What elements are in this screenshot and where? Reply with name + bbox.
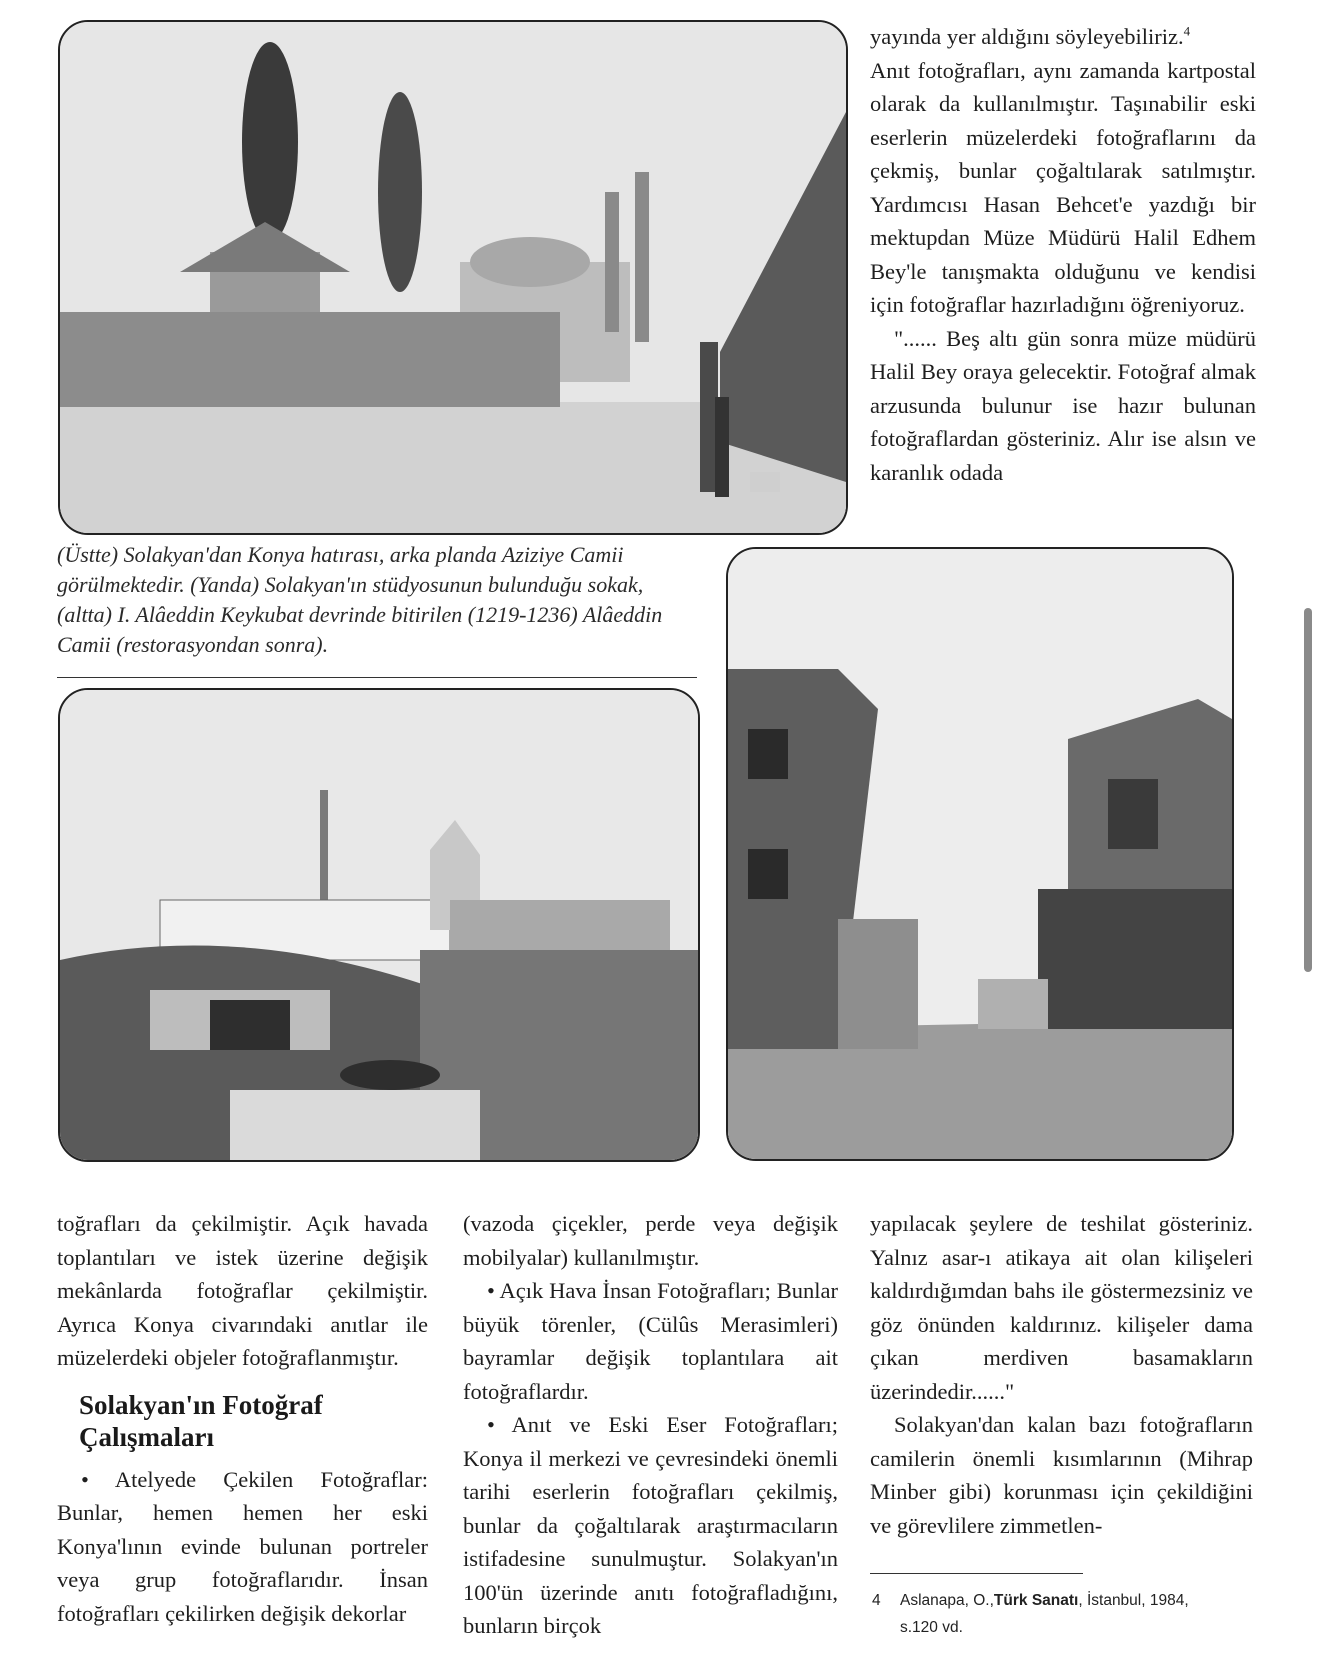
top-right-column — [870, 20, 1256, 489]
section-heading: Solakyan'ın Fotoğraf Çalışmaları — [79, 1389, 323, 1452]
photo-alaeddin-mosque — [58, 688, 700, 1162]
paragraph: Solakyan'dan kalan bazı fotoğrafların camilerin önemli kısımlarının (Mihrap Minber gibi) korunması için çekildiğini ve görevlilere zimmetlen- — [870, 1412, 1253, 1538]
paragraph: • Açık Hava İnsan Fotoğrafları; Bunlar büyük törenler, (Cülûs Merasimleri) bayramlar değişik toplantılara ait fotoğraflardır. — [463, 1278, 838, 1404]
paragraph: • Atelyede Çekilen Fotoğraflar: Bunlar, hemen hemen her eski Konya'lının evinde bulunan portreler veya grup fotoğraflarıdır. İnsan fotoğrafları çekilirken değişik dekorlar — [57, 1466, 428, 1626]
paragraph: toğrafları da çekilmiştir. Açık havada toplantıları ve istek üzerine değişik mekânlarda fotoğraflar çekilmiştir. Ayrıca Konya civarındaki anıtlar ile müzelerdeki objeler fotoğraflanmıştır. — [57, 1211, 428, 1370]
paragraph: "...... Beş altı gün sonra müze müdürü Halil Bey oraya gelecektir. Fotoğraf almak arzusunda bulunur ise hazır bulunan fotoğraflardan gösteriniz. Alır ise alsın ve karanlık odada — [870, 325, 1256, 485]
scrollbar-thumb[interactable] — [1304, 608, 1312, 972]
caption-divider — [57, 677, 697, 678]
paragraph: yapılacak şeylere de teshilat gösteriniz. Yalnız asar-ı atikaya ait olan kilişeleri kaldırdığımdan bahs ile göstermezsiniz ve göz önünden kaldırınız. kilişeler dama çıkan merdiven basamakların üzerindedir......" — [870, 1211, 1253, 1404]
photo-studio-street — [726, 547, 1234, 1161]
footnote-book-title: Türk Sanatı — [993, 1592, 1079, 1609]
footnote-ref[interactable]: 4 — [1183, 23, 1191, 39]
paragraph: • Anıt ve Eski Eser Fotoğrafları; Konya il merkezi ve çevresindeki önemli tarihi eserlerin fotoğrafları çekilmiş, bunlar da çoğaltılarak araştırmacıların istifadesine sunulmuştur. Solakyan'ın 100'ün üzerinde anıtı fotoğrafladığını, bunların birçok — [463, 1412, 838, 1638]
paragraph: (vazoda çiçekler, perde veya değişik mobilyalar) kullanılmıştır. — [463, 1211, 838, 1270]
footnote-divider — [870, 1573, 1083, 1574]
footnote-number: 4 — [872, 1592, 881, 1609]
photo-aziziye-street — [58, 20, 848, 535]
footnote: 4 Aslanapa, O.,Türk Sanatı, İstanbul, 1984, s.120 vd. — [872, 1587, 1252, 1641]
column-middle — [463, 1207, 838, 1643]
footnote-pages: s.120 vd. — [900, 1619, 963, 1636]
column-right — [870, 1207, 1253, 1542]
photo-caption: (Üstte) Solakyan'dan Konya hatırası, arka planda Aziziye Camii görülmektedir. (Yanda) Solakyan'ın stüdyosunun bulunduğu sokak, (altta) I. Alâeddin Keykubat devrinde bitirilen (1219-1236) Alâeddin Camii (restorasyondan sonra). — [57, 542, 663, 657]
paragraph: Anıt fotoğrafları, aynı zamanda kartpostal olarak da kullanılmıştır. Taşınabilir eski eserlerin müzelerdeki fotoğraflarını da çekmiş, bunlar çoğaltılarak satılmıştır. Yardımcısı Hasan Behcet'e yazdığı bir mektupdan Müze Müdürü Halil Edhem Bey'le tanışmakta olduğunu ve kendisi için fotoğraflar hazırladığını öğreniyoruz. — [870, 57, 1256, 317]
column-left — [57, 1207, 428, 1630]
paragraph: yayında yer aldığını söyleyebiliriz.$^4$ — [870, 23, 1191, 49]
